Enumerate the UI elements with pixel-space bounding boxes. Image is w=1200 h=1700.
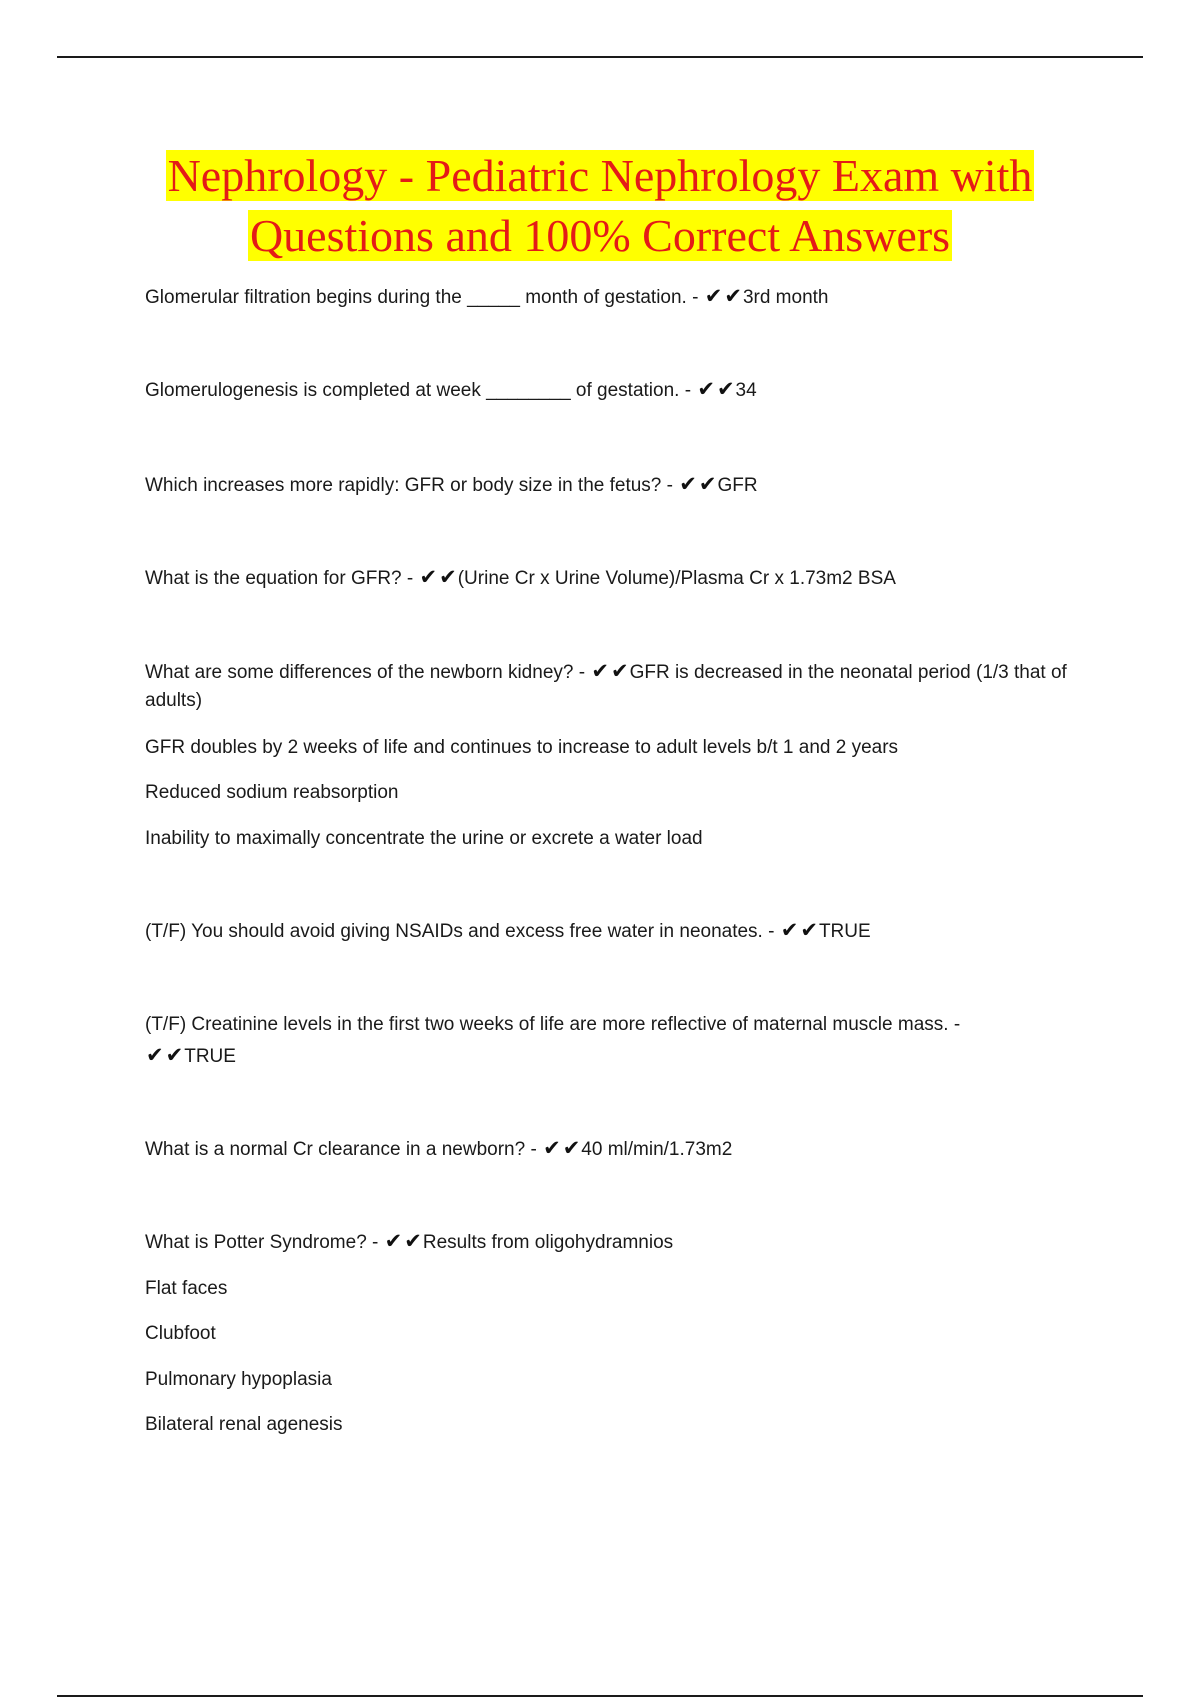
checkmark-icon: ✔ (165, 1043, 184, 1067)
question-text: (T/F) Creatinine levels in the first two weeks of life are more reflective of maternal muscle mass. - (145, 1014, 961, 1035)
qa-item (145, 472, 1095, 500)
checkmark-icon: ✔ (698, 472, 717, 496)
top-rule (57, 56, 1143, 58)
checkmark-icon: ✔ (146, 1043, 164, 1067)
answer-text: 40 ml/min/1.73m2 (581, 1139, 733, 1160)
checkmark-icon: ✔ (543, 1136, 561, 1160)
question-text: What are some differences of the newborn kidney? - (145, 662, 586, 683)
answer-detail-line: Reduced sodium reabsorption (145, 782, 399, 803)
answer-detail-line: Pulmonary hypoplasia (145, 1369, 332, 1390)
qa-item (145, 377, 1095, 405)
answer-detail-line: GFR doubles by 2 weeks of life and continues to increase to adult levels b/t 1 and 2 years (145, 737, 899, 758)
checkmark-icon: ✔ (439, 565, 457, 589)
checkmark-icon: ✔ (724, 284, 742, 308)
qa-item (145, 565, 1095, 593)
bottom-rule (57, 1695, 1143, 1697)
qa-item (145, 918, 1095, 946)
answer-text: (Urine Cr x Urine Volume)/Plasma Cr x 1.73m2 BSA (457, 568, 896, 589)
question-text: (T/F) You should avoid giving NSAIDs and excess free water in neonates. - (145, 921, 775, 942)
checkmark-icon: ✔ (591, 659, 609, 683)
answer-text: TRUE (184, 1046, 236, 1067)
document-title (0, 146, 1200, 266)
qa-item (145, 1229, 1095, 1257)
checkmark-icon: ✔ (697, 377, 715, 401)
question-text: Which increases more rapidly: GFR or body size in the fetus? - (145, 475, 673, 496)
checkmark-icon: ✔ (679, 472, 697, 496)
qa-item (145, 1136, 1095, 1164)
question-text: Glomerulogenesis is completed at week ________ of gestation. - (145, 380, 692, 401)
checkmark-icon: ✔ (610, 659, 629, 683)
answer-text: GFR (717, 475, 758, 496)
checkmark-icon: ✔ (562, 1136, 581, 1160)
answer-detail-line: Flat faces (145, 1278, 228, 1299)
question-text: What is a normal Cr clearance in a newborn? - (145, 1139, 537, 1160)
answer-text: 34 (735, 380, 757, 401)
answer-detail-line: Clubfoot (145, 1323, 216, 1344)
qa-item (145, 284, 1095, 312)
checkmark-icon: ✔ (780, 918, 799, 942)
title-line-2: Questions and 100% Correct Answers (249, 210, 951, 261)
checkmark-icon: ✔ (800, 918, 818, 942)
checkmark-icon: ✔ (419, 565, 438, 589)
answer-text: Results from oligohydramnios (422, 1232, 674, 1253)
answer-text: TRUE (818, 921, 871, 942)
checkmark-icon: ✔ (704, 284, 723, 308)
answer-detail-line: Bilateral renal agenesis (145, 1414, 343, 1435)
checkmark-icon: ✔ (384, 1229, 403, 1253)
title-line-1: Nephrology - Pediatric Nephrology Exam with (167, 150, 1033, 201)
question-text: What is the equation for GFR? - (145, 568, 414, 589)
answer-text: GFR is decreased in the neonatal period (1/3 that of adults) (145, 662, 1067, 711)
checkmark-icon: ✔ (716, 377, 735, 401)
answer-text: 3rd month (742, 287, 829, 308)
qa-item (145, 659, 1095, 715)
qa-item (145, 1009, 1095, 1073)
question-text: Glomerular filtration begins during the _____ month of gestation. - (145, 287, 699, 308)
checkmark-icon: ✔ (404, 1229, 422, 1253)
question-text: What is Potter Syndrome? - (145, 1232, 379, 1253)
answer-detail-line: Inability to maximally concentrate the urine or excrete a water load (145, 828, 703, 849)
